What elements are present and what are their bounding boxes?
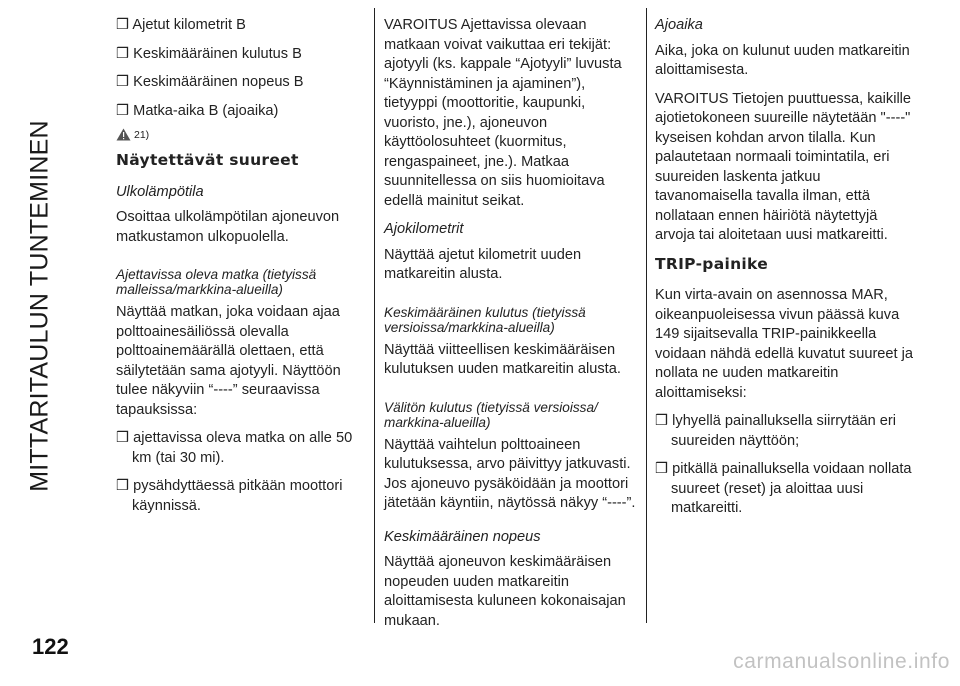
checkbox-bullet-icon: ❒ xyxy=(116,430,130,446)
list-item: ❒ ajettavissa oleva matka on alle 50 km (tai 30 mi). xyxy=(116,430,353,466)
checkbox-bullet-icon: ❒ xyxy=(116,45,130,62)
paragraph: Kun virta-avain on asennossa MAR, oikeanpuoleisessa vivun päässä kuva 149 sijaitsevalla TRIP-painikkeella voidaan nähdä edellä kuvatut suureet ja nollata ne uuden matkareitin aloittamiseksi: xyxy=(655,287,914,401)
subsection-title: Ajoaika xyxy=(655,17,703,33)
list-item: ❒ Ajetut kilometrit B xyxy=(116,17,246,33)
paragraph: Näyttää ajoneuvon keskimääräisen nopeuden uuden matkareitin aloittamisesta kuluneen kokonaisajan mukaan. xyxy=(384,554,626,629)
section-heading: TRIP-painike xyxy=(655,254,769,273)
checkbox-bullet-icon: ❒ xyxy=(655,461,669,477)
subsection-title: Ajokilometrit xyxy=(384,221,464,237)
warning-triangle-icon xyxy=(116,128,131,141)
section-side-tab: MITTARITAULUN TUNTEMINEN xyxy=(25,120,54,492)
checkbox-bullet-icon: ❒ xyxy=(655,413,669,429)
page-number: 122 xyxy=(32,634,69,659)
column-2 xyxy=(384,16,640,640)
list-item: ❒ Matka-aika B (ajoaika) xyxy=(116,102,279,119)
warning-reference: 21) xyxy=(116,128,366,141)
subsection-title: Ulkolämpötila xyxy=(116,183,204,200)
column-divider xyxy=(646,8,647,623)
paragraph: Näyttää vaihtelun polttoaineen kulutuksessa, arvo päivittyy jatkuvasti. Jos ajoneuvo pysäköidään ja moottori jätetään käyntiin, näytössä näkyy “----”. xyxy=(384,436,636,511)
section-heading: Näytettävät suureet xyxy=(116,151,299,169)
watermark: carmanualsonline.info xyxy=(733,650,950,673)
column-divider xyxy=(374,8,375,623)
paragraph: Näyttää viitteellisen keskimääräisen kulutuksen uuden matkareitin alusta. xyxy=(384,341,621,377)
list-item: ❒ Keskimääräinen nopeus B xyxy=(116,74,304,90)
list-item: ❒ pitkällä painalluksella voidaan nollata suureet (reset) ja aloittaa uusi matkareitti. xyxy=(655,461,912,516)
warning-paragraph: VAROITUS Tietojen puuttuessa, kaikille ajotietokoneen suureille näytetään "----" kyseisen kohdan arvon tilalla. Kun palautetaan normaali toimintatila, eri suureiden laskenta jatkuu tavanomaisella tavalla ilman, että nollataan ennen häiriötä näytettyjä arvoja tai aloitetaan uusi matkareitti. xyxy=(655,90,912,243)
paragraph: Aika, joka on kulunut uuden matkareitin aloittamisesta. xyxy=(655,42,910,78)
checkbox-bullet-icon: ❒ xyxy=(116,17,130,33)
subsection-title: Keskimääräinen nopeus xyxy=(384,528,541,545)
paragraph: Näyttää ajetut kilometrit uuden matkareitin alusta. xyxy=(384,246,582,282)
checkbox-bullet-icon: ❒ xyxy=(116,478,130,494)
paragraph: Osoittaa ulkolämpötilan ajoneuvon matkustamon ulkopuolella. xyxy=(116,209,340,245)
subsection-title: Välitön kulutus (tietyissä versioissa/ markkina-alueilla) xyxy=(384,399,598,430)
paragraph: Näyttää matkan, joka voidaan ajaa polttoainesäiliössä olevalla polttoainemäärällä olettaen, että säilytetään sama ajotyyli. Näyttöön tulee näkyviin “----” seuraavissa tapauksissa: xyxy=(116,304,341,418)
checkbox-bullet-icon: ❒ xyxy=(116,74,130,90)
column-1 xyxy=(116,16,366,525)
list-item: ❒ Keskimääräinen kulutus B xyxy=(116,45,302,62)
subsection-title: Keskimääräinen kulutus (tietyissä versioissa/markkina-alueilla) xyxy=(384,304,586,335)
column-3 xyxy=(655,16,913,528)
subsection-title: Ajettavissa oleva matka (tietyissä malleissa/markkina-alueilla) xyxy=(116,267,317,297)
checkbox-bullet-icon: ❒ xyxy=(116,102,130,119)
list-item: ❒ pysähdyttäessä pitkään moottori käynnissä. xyxy=(116,478,343,514)
list-item: ❒ lyhyellä painalluksella siirrytään eri suureiden näyttöön; xyxy=(655,413,897,449)
warning-paragraph: VAROITUS Ajettavissa olevaan matkaan voivat vaikuttaa eri tekijät: ajotyyli (ks. kappale “Ajotyyli” luvusta “Käynnistäminen ja ajaminen”), tietyyppi (moottoritie, kaupunki, vuoristo, jne.), ajoneuvon käyttöolosuhteet (kuormitus, rengaspaineet, jne.). Matkaa suunnitellessa on siis huomioitava edellä mainitut seikat. xyxy=(384,17,622,209)
